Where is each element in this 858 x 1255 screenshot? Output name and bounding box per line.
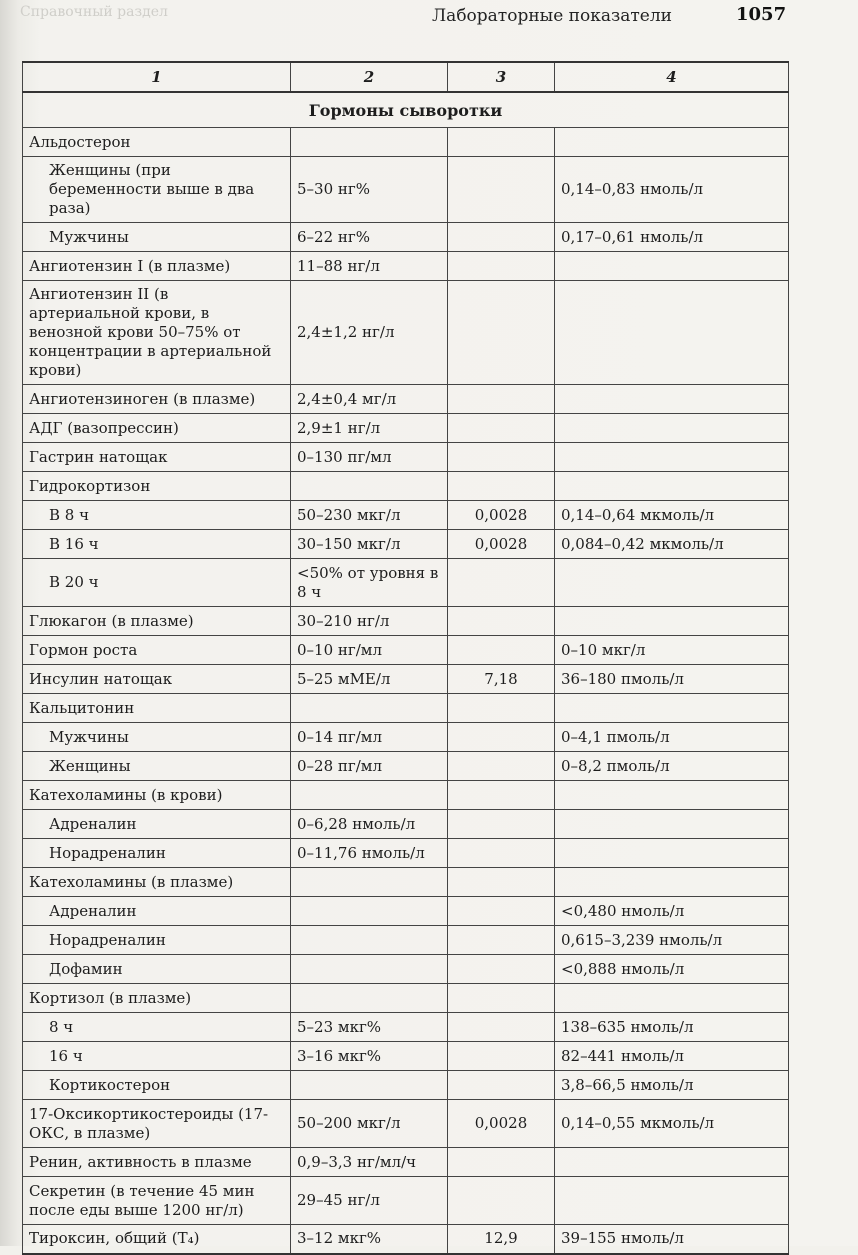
value-conventional [291,926,448,955]
bleed-through-text: Справочный раздел [20,4,168,20]
value-si: 138–635 нмоль/л [555,1013,789,1042]
indicator-name: Секретин (в течение 45 мин после еды выше 1200 нг/л) [23,1177,291,1225]
value-conventional: 0,9–3,3 нг/мл/ч [291,1148,448,1177]
section-title-row [23,92,789,128]
value-si: 0,14–0,83 нмоль/л [555,157,789,223]
value-conventional: 50–230 мкг/л [291,501,448,530]
table-row [23,868,789,897]
conversion-factor [448,1177,555,1225]
value-si: 3,8–66,5 нмоль/л [555,1071,789,1100]
value-conventional: 50–200 мкг/л [291,1100,448,1148]
value-si [555,1148,789,1177]
indicator-name: Альдостерон [23,128,291,157]
value-si: 82–441 нмоль/л [555,1042,789,1071]
value-si [555,559,789,607]
conversion-factor [448,607,555,636]
table-row [23,472,789,501]
conversion-factor [448,810,555,839]
value-si [555,252,789,281]
conversion-factor: 12,9 [448,1225,555,1254]
conversion-factor [448,559,555,607]
table-row [23,984,789,1013]
table-row [23,636,789,665]
value-conventional: 2,4±0,4 мг/л [291,385,448,414]
table-row [23,1100,789,1148]
table-row [23,128,789,157]
value-conventional: 0–14 пг/мл [291,723,448,752]
lab-values-table [22,61,789,1255]
value-conventional [291,472,448,501]
conversion-factor [448,1148,555,1177]
value-si [555,984,789,1013]
conversion-factor: 7,18 [448,665,555,694]
value-conventional: 11–88 нг/л [291,252,448,281]
indicator-name: Ангиотензин II (в артериальной крови, в венозной крови 50–75% от концентрации в артериальной крови) [23,281,291,385]
value-si [555,443,789,472]
value-si [555,607,789,636]
value-conventional: 5–23 мкг% [291,1013,448,1042]
value-conventional: 6–22 нг% [291,223,448,252]
table-row [23,1013,789,1042]
indicator-name: Норадреналин [23,926,291,955]
table-row [23,810,789,839]
value-conventional [291,1071,448,1100]
indicator-name: Норадреналин [23,839,291,868]
conversion-factor: 0,0028 [448,1100,555,1148]
indicator-name: Женщины [23,752,291,781]
value-si [555,694,789,723]
conversion-factor [448,1013,555,1042]
table-row [23,157,789,223]
indicator-name: Инсулин натощак [23,665,291,694]
value-conventional [291,897,448,926]
value-si [555,472,789,501]
table-row [23,281,789,385]
indicator-name: В 8 ч [23,501,291,530]
value-conventional [291,781,448,810]
conversion-factor [448,839,555,868]
indicator-name: 16 ч [23,1042,291,1071]
value-si: 0,615–3,239 нмоль/л [555,926,789,955]
value-conventional: 0–11,76 нмоль/л [291,839,448,868]
table-row [23,443,789,472]
conversion-factor [448,723,555,752]
indicator-name: Адреналин [23,897,291,926]
indicator-name: Гормон роста [23,636,291,665]
table-row [23,752,789,781]
indicator-name: АДГ (вазопрессин) [23,414,291,443]
table-row [23,694,789,723]
table-row [23,1177,789,1225]
conversion-factor [448,1042,555,1071]
conversion-factor [448,157,555,223]
conversion-factor [448,926,555,955]
indicator-name: Кортикостерон [23,1071,291,1100]
conversion-factor: 0,0028 [448,501,555,530]
table-row [23,559,789,607]
indicator-name: 17-Оксикортикостероиды (17-ОКС, в плазме) [23,1100,291,1148]
indicator-name: В 20 ч [23,559,291,607]
conversion-factor [448,694,555,723]
value-si [555,839,789,868]
value-conventional: 3–12 мкг% [291,1225,448,1254]
table-row [23,665,789,694]
table-row [23,839,789,868]
column-header-3: 3 [448,62,555,92]
value-conventional: 0–10 нг/мл [291,636,448,665]
column-header-4: 4 [555,62,789,92]
value-conventional: 29–45 нг/л [291,1177,448,1225]
table-row [23,955,789,984]
value-conventional: 0–28 пг/мл [291,752,448,781]
indicator-name: Катехоламины (в крови) [23,781,291,810]
value-conventional [291,984,448,1013]
conversion-factor [448,414,555,443]
value-si: <0,888 нмоль/л [555,955,789,984]
conversion-factor [448,752,555,781]
conversion-factor [448,385,555,414]
value-si [555,1177,789,1225]
value-si: 0–8,2 пмоль/л [555,752,789,781]
page-number: 1057 [736,4,787,25]
table-row [23,1225,789,1254]
table-row [23,414,789,443]
value-conventional [291,694,448,723]
conversion-factor [448,984,555,1013]
conversion-factor [448,1071,555,1100]
value-conventional: 3–16 мкг% [291,1042,448,1071]
value-conventional [291,868,448,897]
table-row [23,252,789,281]
value-conventional: 2,4±1,2 нг/л [291,281,448,385]
conversion-factor [448,223,555,252]
value-si: 0–10 мкг/л [555,636,789,665]
value-conventional: 30–150 мкг/л [291,530,448,559]
conversion-factor [448,252,555,281]
running-header-title: Лабораторные показатели [432,6,672,26]
value-si [555,128,789,157]
value-conventional: 2,9±1 нг/л [291,414,448,443]
table-row [23,897,789,926]
indicator-name: Тироксин, общий (T₄) [23,1225,291,1254]
value-conventional: <50% от уровня в 8 ч [291,559,448,607]
value-si: 36–180 пмоль/л [555,665,789,694]
table-row [23,926,789,955]
value-si [555,810,789,839]
conversion-factor: 0,0028 [448,530,555,559]
table-row [23,1071,789,1100]
table-row [23,607,789,636]
indicator-name: Ренин, активность в плазме [23,1148,291,1177]
value-si [555,385,789,414]
indicator-name: Женщины (при беременности выше в два раза) [23,157,291,223]
indicator-name: Катехоламины (в плазме) [23,868,291,897]
indicator-name: В 16 ч [23,530,291,559]
value-si: <0,480 нмоль/л [555,897,789,926]
value-si [555,281,789,385]
value-si: 0,17–0,61 нмоль/л [555,223,789,252]
value-si: 39–155 нмоль/л [555,1225,789,1254]
value-conventional: 30–210 нг/л [291,607,448,636]
indicator-name: Адреналин [23,810,291,839]
value-conventional [291,128,448,157]
value-si: 0,14–0,55 мкмоль/л [555,1100,789,1148]
column-header-1: 1 [23,62,291,92]
table-row [23,385,789,414]
conversion-factor [448,897,555,926]
table-row [23,781,789,810]
value-si [555,781,789,810]
indicator-name: Кортизол (в плазме) [23,984,291,1013]
conversion-factor [448,955,555,984]
indicator-name: Гастрин натощак [23,443,291,472]
table-row [23,530,789,559]
conversion-factor [448,636,555,665]
value-si [555,868,789,897]
indicator-name: Глюкагон (в плазме) [23,607,291,636]
value-conventional: 5–25 мМЕ/л [291,665,448,694]
conversion-factor [448,781,555,810]
table-row [23,223,789,252]
table-row [23,723,789,752]
section-title: Гормоны сыворотки [23,92,789,128]
column-header-row [23,62,789,92]
conversion-factor [448,281,555,385]
indicator-name: Мужчины [23,723,291,752]
conversion-factor [448,868,555,897]
value-si: 0,084–0,42 мкмоль/л [555,530,789,559]
indicator-name: Кальцитонин [23,694,291,723]
conversion-factor [448,443,555,472]
conversion-factor [448,128,555,157]
indicator-name: 8 ч [23,1013,291,1042]
value-conventional: 0–6,28 нмоль/л [291,810,448,839]
indicator-name: Гидрокортизон [23,472,291,501]
indicator-name: Ангиотензин I (в плазме) [23,252,291,281]
table-row [23,501,789,530]
indicator-name: Ангиотензиноген (в плазме) [23,385,291,414]
indicator-name: Дофамин [23,955,291,984]
value-si [555,414,789,443]
table-row [23,1042,789,1071]
value-conventional: 0–130 пг/мл [291,443,448,472]
column-header-2: 2 [291,62,448,92]
table-row [23,1148,789,1177]
indicator-name: Мужчины [23,223,291,252]
value-si: 0–4,1 пмоль/л [555,723,789,752]
value-si: 0,14–0,64 мкмоль/л [555,501,789,530]
value-conventional: 5–30 нг% [291,157,448,223]
conversion-factor [448,472,555,501]
value-conventional [291,955,448,984]
